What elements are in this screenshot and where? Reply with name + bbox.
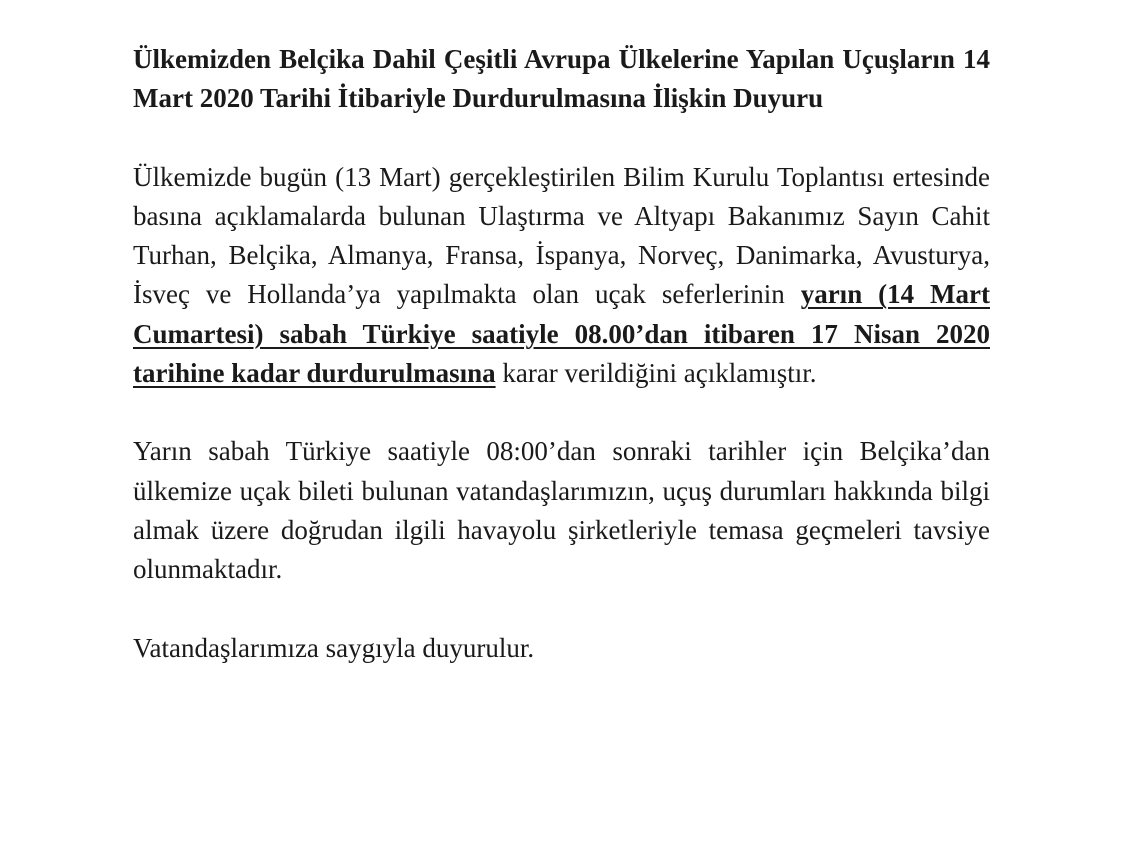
announcement-paragraph-2: Yarın sabah Türkiye saatiyle 08:00’dan sonraki tarihler için Belçika’dan ülkemize uçak bileti bulunan vatandaşlarımızın, uçuş durumları hakkında bilgi almak üzere doğrudan ilgili havayolu şirketleriyle temasa geçmeleri tavsiye olunmaktadır. (133, 436, 990, 585)
announcement-paragraph-1 (133, 158, 990, 394)
announcement-document (133, 40, 990, 668)
flight-suspension-emphasis: yarın (14 Mart Cumartesi) sabah Türkiye saatiyle 08.00’dan itibaren 17 Nisan 2020 tarihine kadar durdurulmasına (133, 279, 990, 389)
paragraph-1-ending: karar verildiğini açıklamıştır. (495, 358, 817, 389)
paragraph-1-text: Ülkemizde bugün (13 Mart) gerçekleştirilen Bilim Kurulu Toplantısı ertesinde basına açıklamalarda bulunan Ulaştırma ve Altyapı Bakanımız Sayın Cahit Turhan, Belçika, Almanya, Fransa, İspanya, Norveç, Danimarka, Avusturya, İsveç ve Hollanda’ya yapılmakta olan uçak seferlerinin (133, 161, 990, 310)
announcement-closing: Vatandaşlarımıza saygıyla duyurulur. (133, 632, 535, 663)
announcement-title: Ülkemizden Belçika Dahil Çeşitli Avrupa Ülkelerine Yapılan Uçuşların 14 Mart 2020 Tarihi İtibariyle Durdurulmasına İlişkin Duyuru (133, 44, 990, 114)
